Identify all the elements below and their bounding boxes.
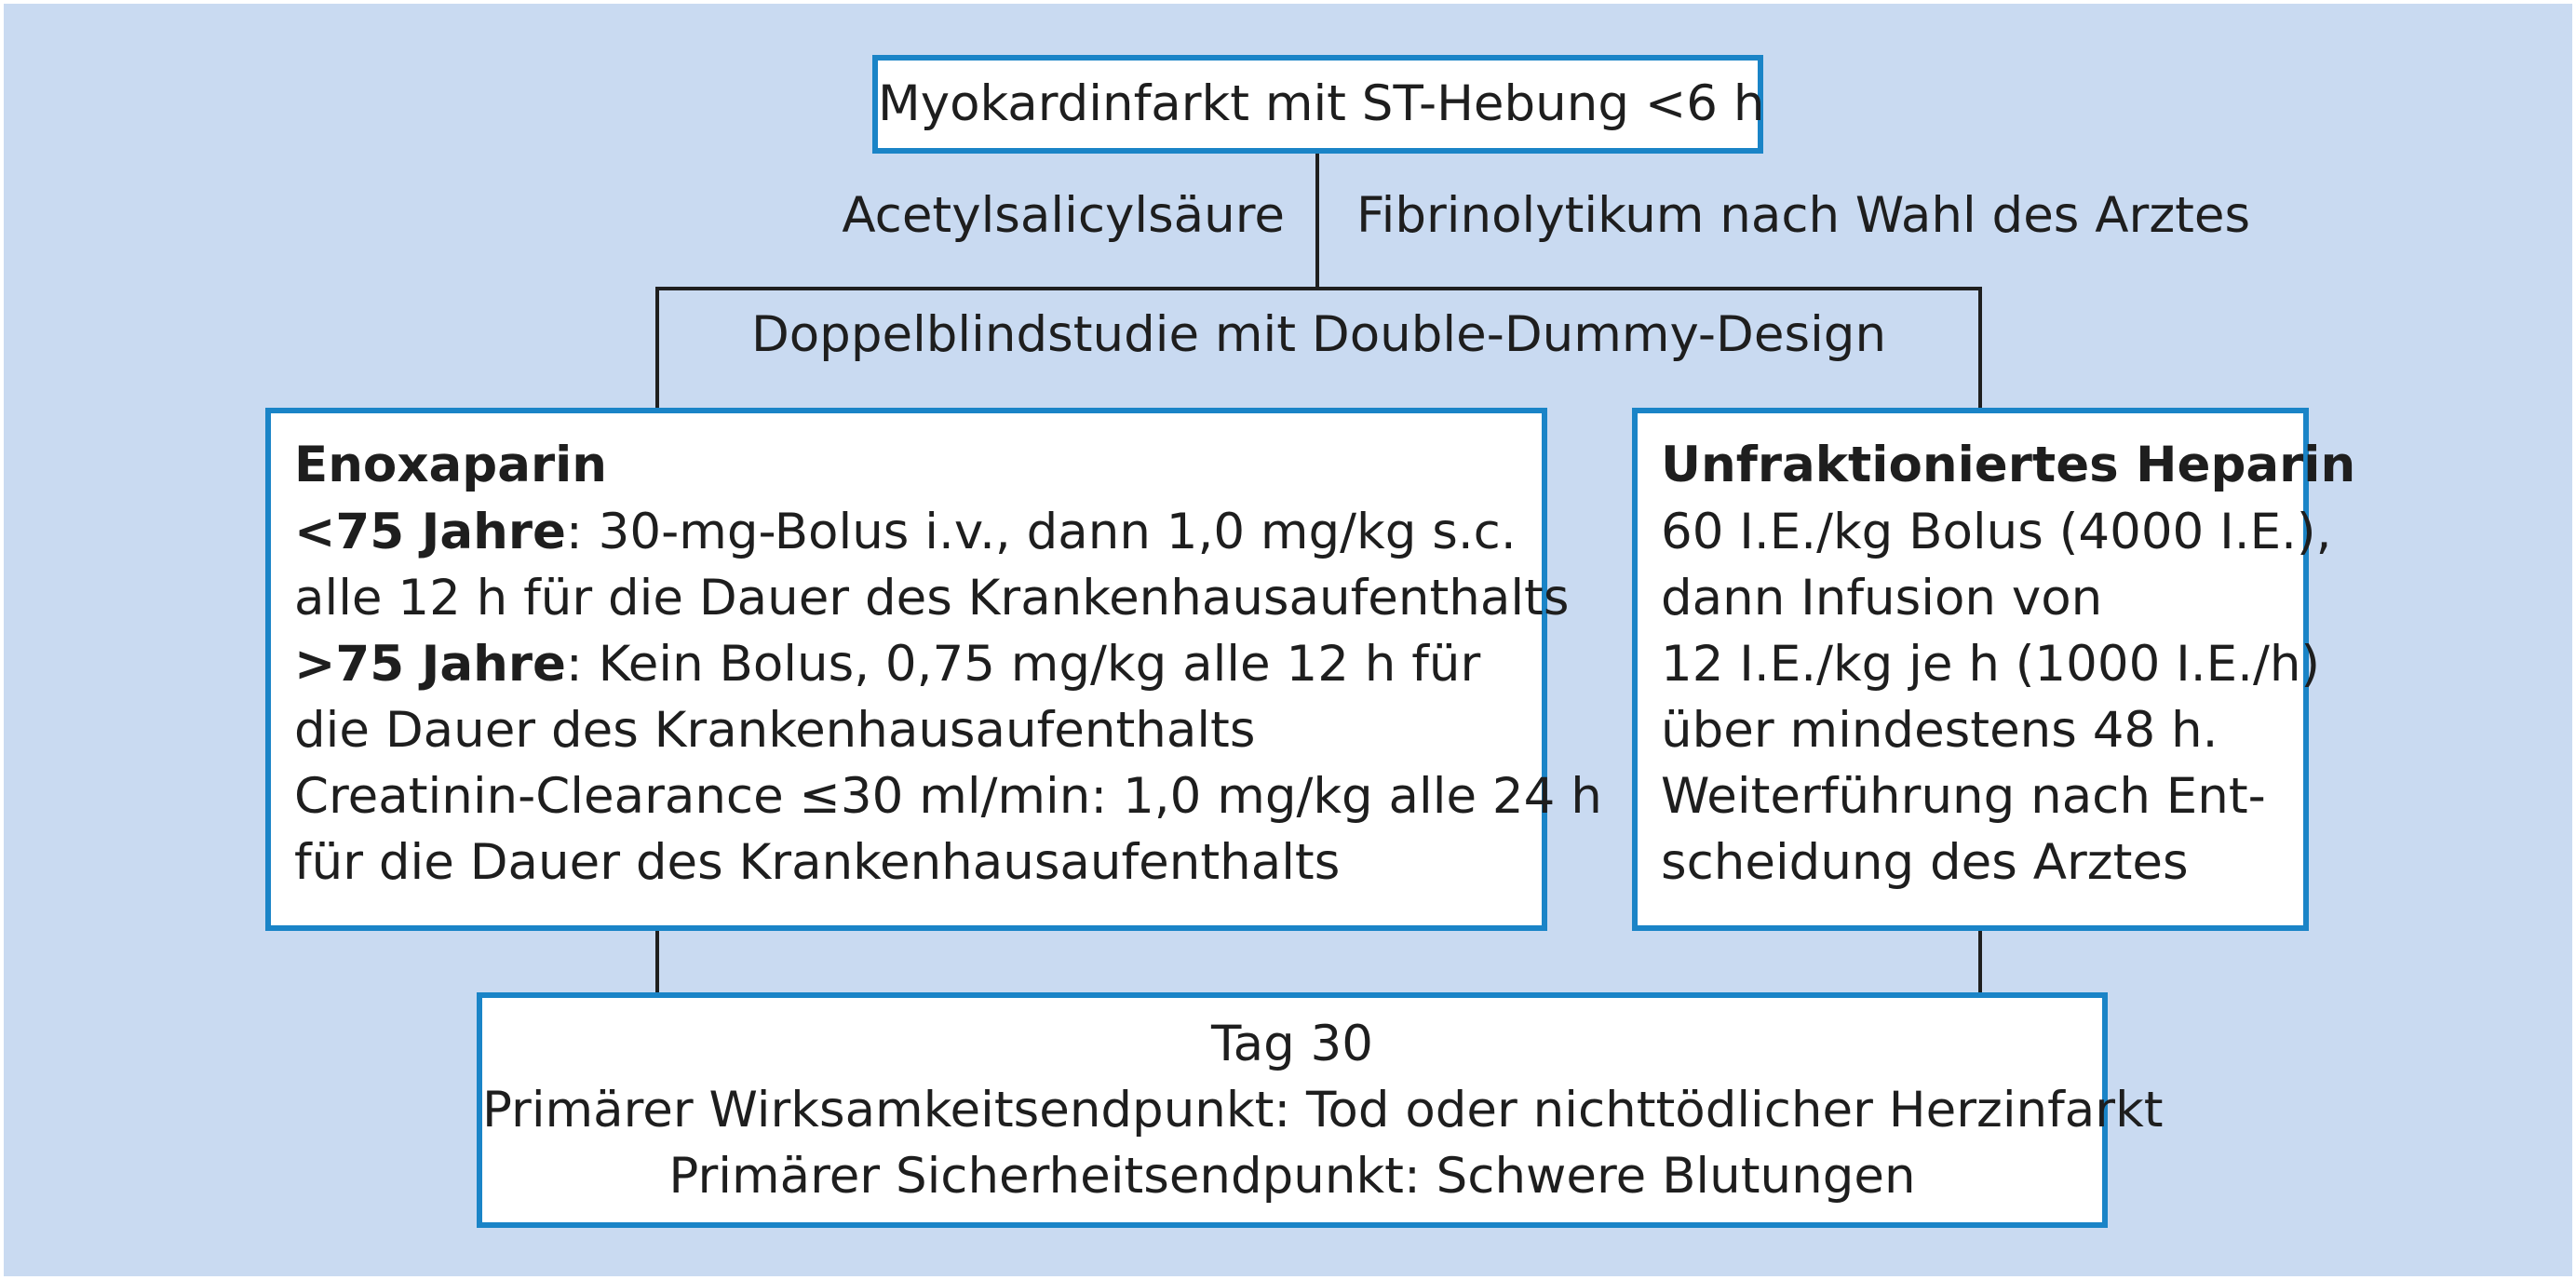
age-group-label: <75 Jahre <box>294 504 566 560</box>
enoxaparin-line: <75 Jahre: 30-mg-Bolus i.v., dann 1,0 mg/kg s.c. <box>294 504 1517 560</box>
age-group-label: >75 Jahre <box>294 636 566 693</box>
node-myocardial-infarction <box>872 55 1763 154</box>
heparin-line: 12 I.E./kg je h (1000 I.E./h) <box>1661 636 2321 693</box>
node-myocardial-infarction-label: Myokardinfarkt mit ST-Hebung <6 h <box>878 75 1765 132</box>
node-enoxaparin-title: Enoxaparin <box>294 437 608 493</box>
connector-branch-right-down <box>1978 287 1982 408</box>
endpoint-line: Primärer Sicherheitsendpunkt: Schwere Blutungen <box>668 1148 1916 1205</box>
label-fibrinolytic: Fibrinolytikum nach Wahl des Arztes <box>1356 187 2251 244</box>
heparin-line: dann Infusion von <box>1661 570 2103 627</box>
enoxaparin-line: Creatinin-Clearance ≤30 ml/min: 1,0 mg/kg alle 24 h <box>294 768 1602 825</box>
node-unfractionated-heparin <box>1632 408 2356 931</box>
endpoint-line: Tag 30 <box>1210 1016 1373 1072</box>
label-double-blind-design: Doppelblindstudie mit Double-Dummy-Design <box>750 306 1887 363</box>
heparin-line: über mindestens 48 h. <box>1661 702 2219 759</box>
connector-branch-horizontal <box>655 287 1982 290</box>
heparin-line: 60 I.E./kg Bolus (4000 I.E.), <box>1661 504 2332 560</box>
enoxaparin-line: alle 12 h für die Dauer des Krankenhausaufenthalts <box>294 570 1570 627</box>
label-acetylsalicylic-acid: Acetylsalicylsäure <box>842 187 1285 244</box>
connector-top-vertical <box>1315 154 1319 289</box>
enoxaparin-line: für die Dauer des Krankenhausaufenthalts <box>294 834 1341 891</box>
enoxaparin-line: die Dauer des Krankenhausaufenthalts <box>294 702 1256 759</box>
heparin-line: Weiterführung nach Ent- <box>1661 768 2266 825</box>
node-heparin-title: Unfraktioniertes Heparin <box>1661 437 2356 493</box>
enoxaparin-line: >75 Jahre: Kein Bolus, 0,75 mg/kg alle 12 h für <box>294 636 1481 693</box>
node-day-30-endpoints <box>477 992 2164 1228</box>
connector-enox-to-end <box>655 931 659 992</box>
endpoint-line: Primärer Wirksamkeitsendpunkt: Tod oder nichttödlicher Herzinfarkt <box>482 1082 2164 1139</box>
connector-ufh-to-end <box>1978 931 1982 992</box>
heparin-line: scheidung des Arztes <box>1661 834 2189 891</box>
node-enoxaparin <box>265 408 1602 931</box>
